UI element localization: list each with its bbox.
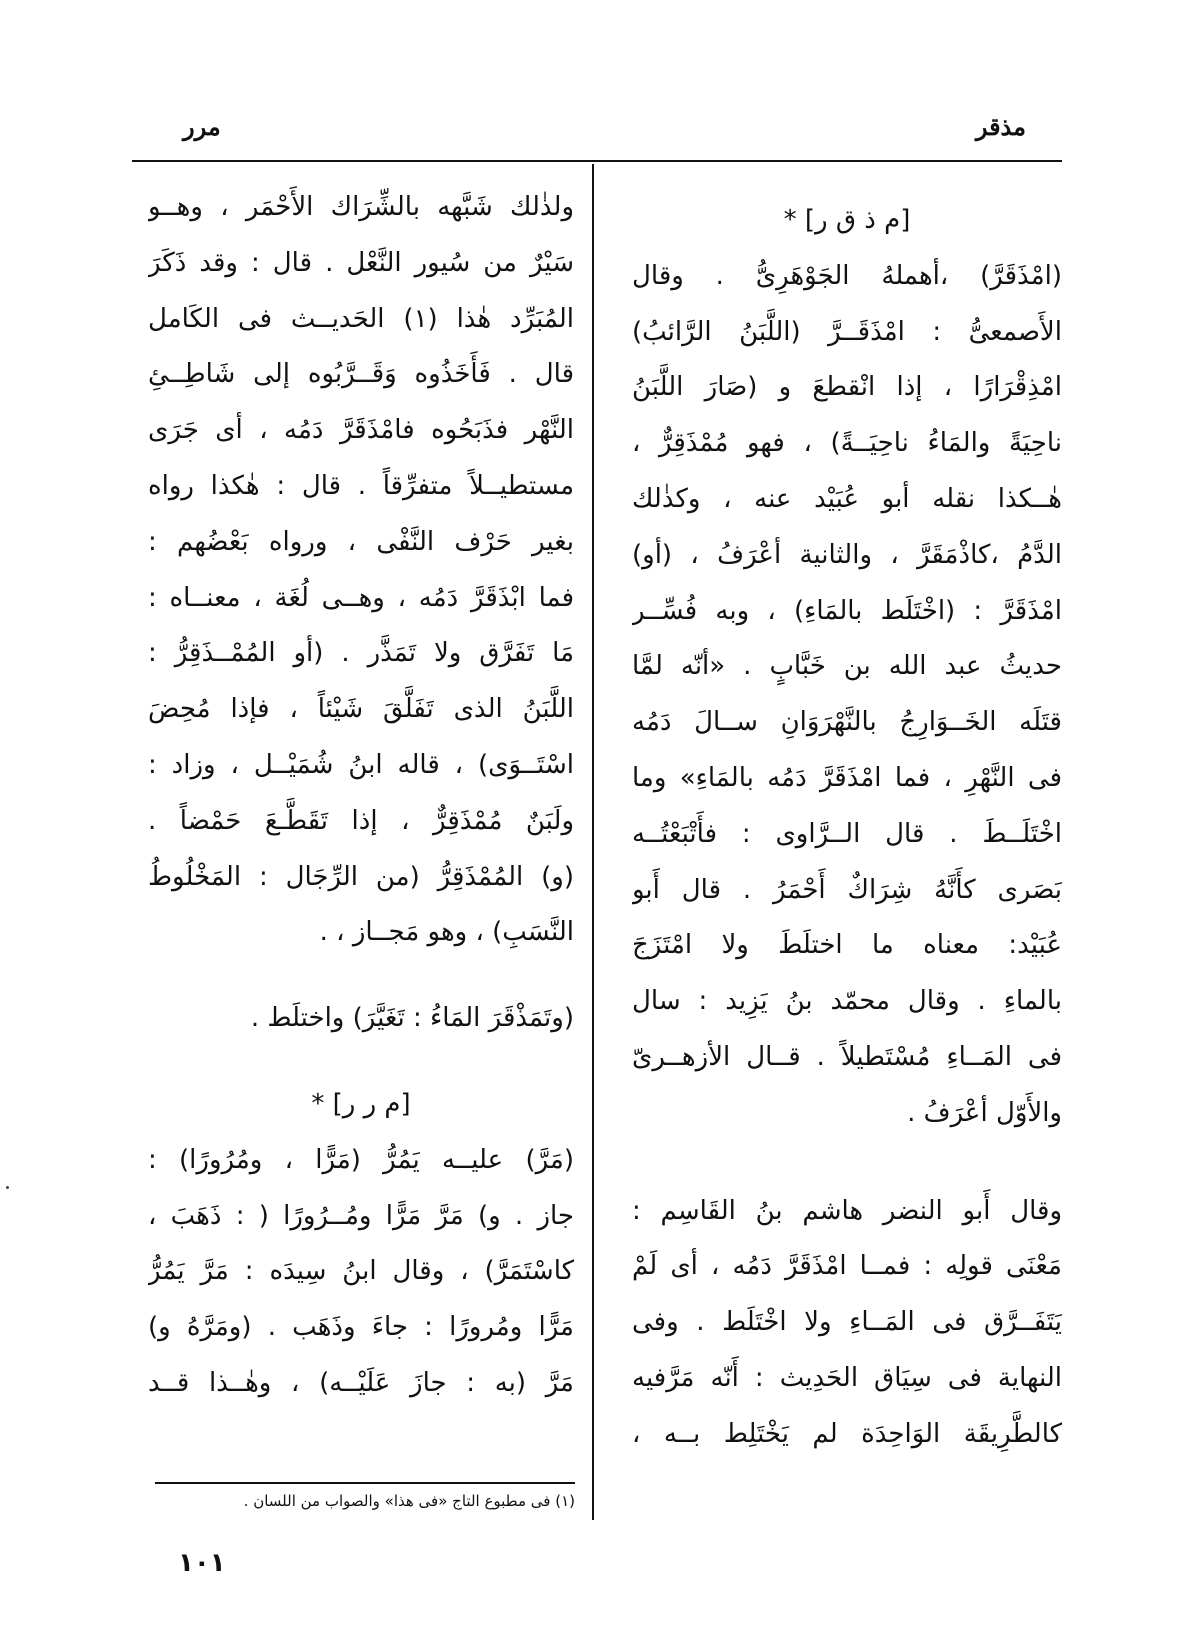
text-line: (مَرَّ) عليــه يَمُرُّ (مَرًّا ، ومُرُورًا) : [148, 1144, 574, 1175]
text-line: هٰــكذا نقله أبو عُبَيْد عنه ، وكذٰلك [632, 483, 1062, 514]
text-line: بالماءِ . وقال محمّد بنُ يَزِيد : سال [632, 986, 1062, 1017]
text-line: الدَّمُ ،كاذْمَقَرَّ ، والثانية أعْرَفُ ، (أو) [632, 539, 1062, 570]
text-line: بَصَرى كأَنَّهُ شِرَاكٌ أَحْمَرُ . قال أَبو [632, 874, 1062, 905]
text-line: وقال أَبو النضر هاشم بنُ القَاسِم : [632, 1195, 1062, 1226]
text-line: النَّهْر فذَبَحُوه فامْذَقَرَّ دَمُه ، أى جَرَى [148, 415, 574, 446]
text-line: مَا تَفَرَّق ولا تَمَذَّر . (أو المُمْــذَقِرُّ : [148, 638, 574, 669]
page-number: ١٠١ [178, 1548, 226, 1578]
text-line: اللَّبَنُ الذى تَفَلَّقَ شَيْئاً ، فإذا مُحِضَ [148, 694, 574, 725]
footnote-rule [155, 1482, 575, 1484]
text-line: بغير حَرْف النَّفْى ، ورواه بَعْضُهم : [148, 526, 574, 557]
text-line: كاسْتَمَرَّ) ، وقال ابنُ سِيدَه : مَرَّ يَمُرُّ [148, 1256, 574, 1287]
text-line: النهاية فى سِيَاق الحَدِيث : أَنّه مَرَّفيه [632, 1362, 1062, 1393]
column-divider [592, 164, 594, 1520]
text-line: ولذٰلك شَبَّهه بالشِّرَاك الأَحْمَر ، وهــو [148, 192, 574, 222]
entry-heading-mdhqr: [م ذ ق ر] * [783, 205, 911, 235]
right-column [632, 193, 1062, 1463]
text-line: مَرَّ (به : جازَ عَلَيْــه) ، وهٰــذا قــد [148, 1367, 574, 1398]
text-line: اخْتَلَــطَ . قال الــرَّاوى : فأَتْبَعْتُــه [632, 818, 1062, 849]
text-line: فما ابْذَقَرَّ دَمُه ، وهــى لُغَة ، معنــاه : [148, 582, 574, 613]
text-line: فى النَّهْرِ ، فما امْذَقَرَّ دَمُه بالمَاءِ» وما [632, 762, 1062, 793]
text-line: قتَلَه الخَــوَارِجُ بالنَّهْرَوَانِ ســالَ دَمُه [632, 707, 1062, 738]
running-header-left: مرر [183, 112, 221, 141]
text-line: كالطَّرِيقَة الوَاحِدَة لم يَخْتَلِط بــه ، [632, 1418, 1062, 1449]
left-column [148, 180, 574, 1412]
margin-speck [6, 1186, 9, 1189]
text-line: ناحِيَةً والمَاءُ ناحِيَــةً) ، فهو مُمْذَقِرٌّ ، [632, 428, 1062, 459]
text-line: (امْذَقَرَّ) ،أهملهُ الجَوْهَرِىُّ . وقال [632, 260, 1062, 291]
text-line: امْذَقَرَّ : (اخْتَلَط بالمَاءِ) ، وبه فُسِّــر [632, 595, 1062, 626]
text-line: سَيْرٌ من سُيور النَّعْل . قال : وقد ذَكَرَ [148, 247, 574, 278]
running-header-right: مذقر [975, 112, 1026, 141]
text-line: المُبَرِّد هٰذا (١) الحَديــث فى الكَامل [148, 303, 574, 334]
text-line: (وتَمَذْقَرَ المَاءُ : تَغَيَّرَ) واختلَط . [250, 1003, 574, 1034]
text-line: عُبَيْد: معناه ما اختلَطَ ولا امْتَزَجَ [632, 930, 1062, 961]
text-line: (و) المُمْذَقِرُّ (من الرِّجَال : المَخْلُوطُ [148, 861, 574, 892]
paragraph-gap [148, 1047, 574, 1077]
text-line: مستطيــلاً متفرِّقاً . قال : هٰكذا رواه [148, 470, 574, 501]
text-line: الأَصمعىُّ : امْذَقَــرَّ (اللَّبَنُ الرَّائبُ) [632, 316, 1062, 347]
text-line: ولَبَنٌ مُمْذَقِرٌّ ، إذا تَقَطَّـعَ حَمْضاً . [148, 805, 574, 836]
text-line: فى المَــاءِ مُسْتَطيلاً . قــال الأزهــرىّ [632, 1041, 1062, 1072]
entry-heading-mrr: [م ر ر] * [311, 1088, 411, 1119]
paragraph-gap [148, 961, 574, 991]
text-line: مَعْنَى قولِه : فمــا امْذَقَرَّ دَمُه ، أى لَمْ [632, 1251, 1062, 1282]
text-line: امْذِقْرَارًا ، إذا انْقطعَ و (صَارَ اللَّبَنُ [632, 372, 1062, 403]
text-line: حديثُ عبد الله بن خَبَّابٍ . «أنّه لمَّا [632, 651, 1062, 682]
text-line: مَرًّا ومُرورًا : جاءَ وذَهَب . (ومَرَّهُ و) [148, 1312, 574, 1343]
text-line: قال . فَأَخَذُوه وَقَــرَّبُوه إلى شَاطِــئِ [148, 359, 574, 390]
footnote: (١) فى مطبوع التاج «فى هذا» والصواب من اللسان . [243, 1492, 575, 1510]
paragraph-gap [632, 1142, 1062, 1184]
text-line: جاز . و) مَرَّ مَرًّا ومُــرُورًا ( : ذَهَبَ ، [148, 1200, 574, 1231]
text-line: النَّسَبِ) ، وهو مَجــاز ، . [319, 917, 574, 948]
header-rule [132, 160, 1062, 162]
text-line: اسْتَــوَى) ، قاله ابنُ شُمَيْــل ، وزاد : [148, 749, 574, 780]
text-line: والأَوّل أعْرَفُ . [907, 1097, 1062, 1128]
text-line: يَتَفَــرَّق فى المَــاءِ ولا اخْتَلَط . وفى [632, 1307, 1062, 1338]
